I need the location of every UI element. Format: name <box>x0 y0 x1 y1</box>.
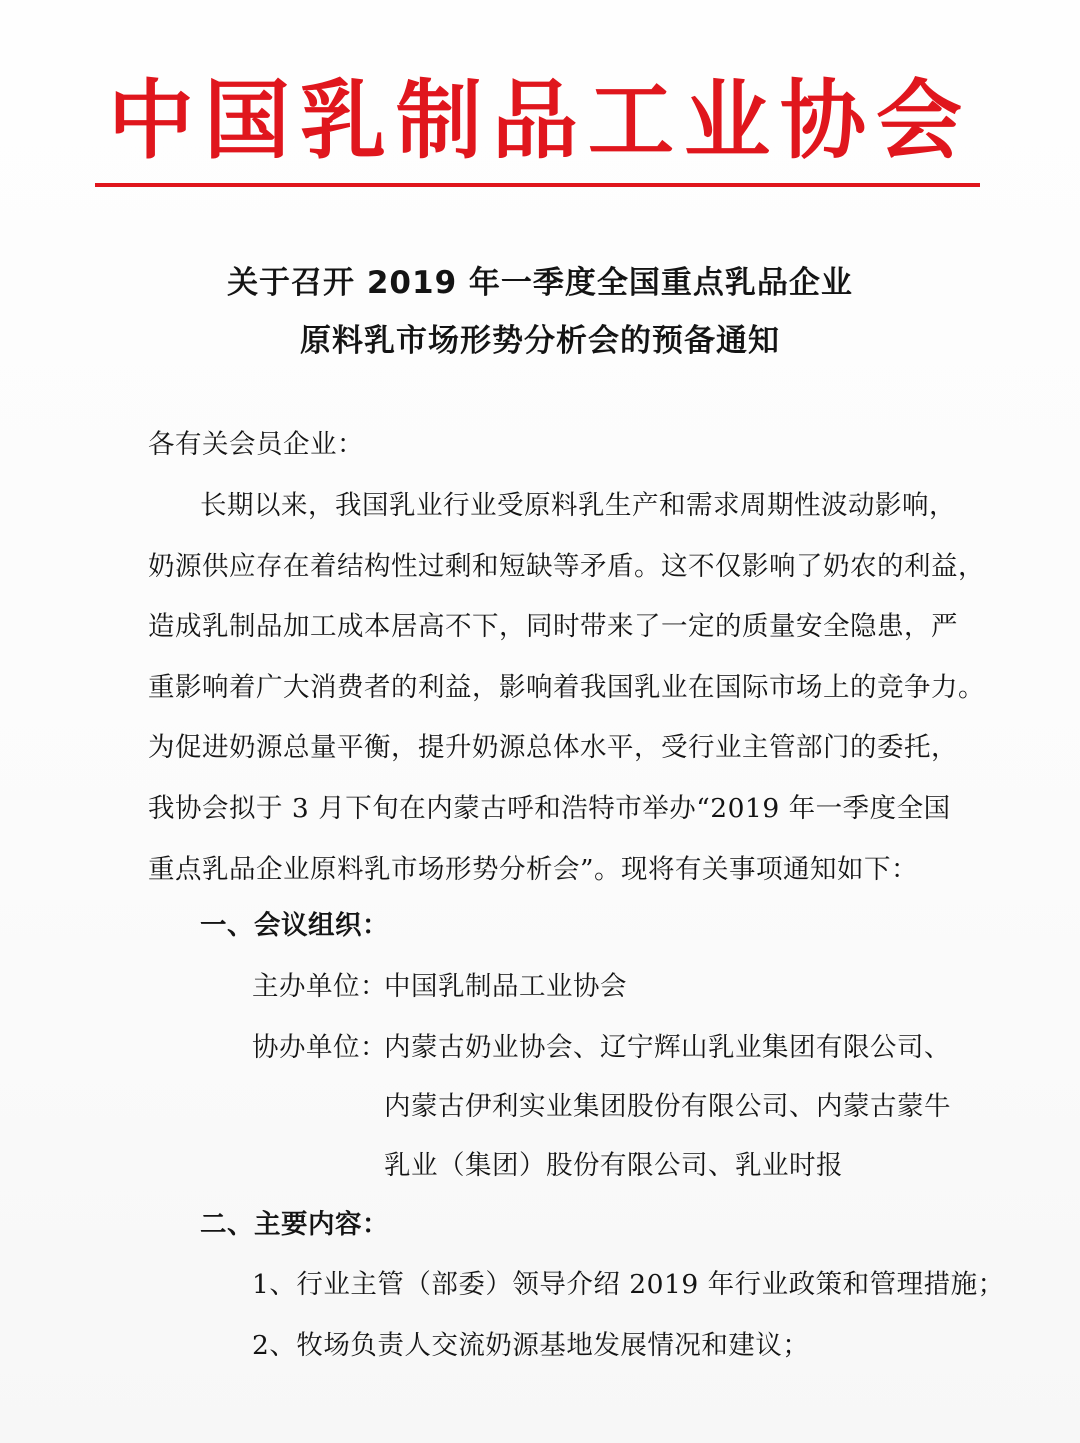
host-label: 主办单位： <box>252 971 387 1002</box>
cohost-line: 内蒙古伊利实业集团股份有限公司、内蒙古蒙牛 <box>384 1091 951 1122</box>
salutation: 各有关会员企业： <box>148 429 364 460</box>
intro-line: 我协会拟于 3 月下旬在内蒙古呼和浩特市举办“2019 年一季度全国 <box>148 793 951 824</box>
intro-line: 为促进奶源总量平衡，提升奶源总体水平，受行业主管部门的委托， <box>148 732 958 763</box>
masthead-red-rule <box>95 183 980 187</box>
cohost-line: 乳业（集团）股份有限公司、乳业时报 <box>384 1150 843 1181</box>
cohost-line: 内蒙古奶业协会、辽宁辉山乳业集团有限公司、 <box>384 1032 951 1063</box>
masthead-title: 中国乳制品工业协会 <box>108 71 972 171</box>
section-heading-organization: 一、会议组织： <box>200 910 389 941</box>
content-item: 2、牧场负责人交流奶源基地发展情况和建议； <box>252 1330 810 1361</box>
document-title-line-2: 原料乳市场形势分析会的预备通知 <box>300 323 780 359</box>
content-item: 1、行业主管（部委）领导介绍 2019 年行业政策和管理措施； <box>252 1269 1005 1300</box>
host-organization: 中国乳制品工业协会 <box>384 971 627 1002</box>
intro-line: 奶源供应存在着结构性过剩和短缺等矛盾。这不仅影响了奶农的利益， <box>148 551 985 582</box>
intro-line: 重影响着广大消费者的利益，影响着我国乳业在国际市场上的竞争力。 <box>148 672 985 703</box>
cohost-label: 协办单位： <box>252 1032 387 1063</box>
document-title-line-1: 关于召开 2019 年一季度全国重点乳品企业 <box>227 265 853 301</box>
intro-line: 重点乳品企业原料乳市场形势分析会”。现将有关事项通知如下： <box>148 854 919 885</box>
section-heading-main-content: 二、主要内容： <box>200 1209 389 1240</box>
intro-line: 长期以来，我国乳业行业受原料乳生产和需求周期性波动影响， <box>200 490 956 521</box>
intro-line: 造成乳制品加工成本居高不下，同时带来了一定的质量安全隐患，严 <box>148 611 958 642</box>
